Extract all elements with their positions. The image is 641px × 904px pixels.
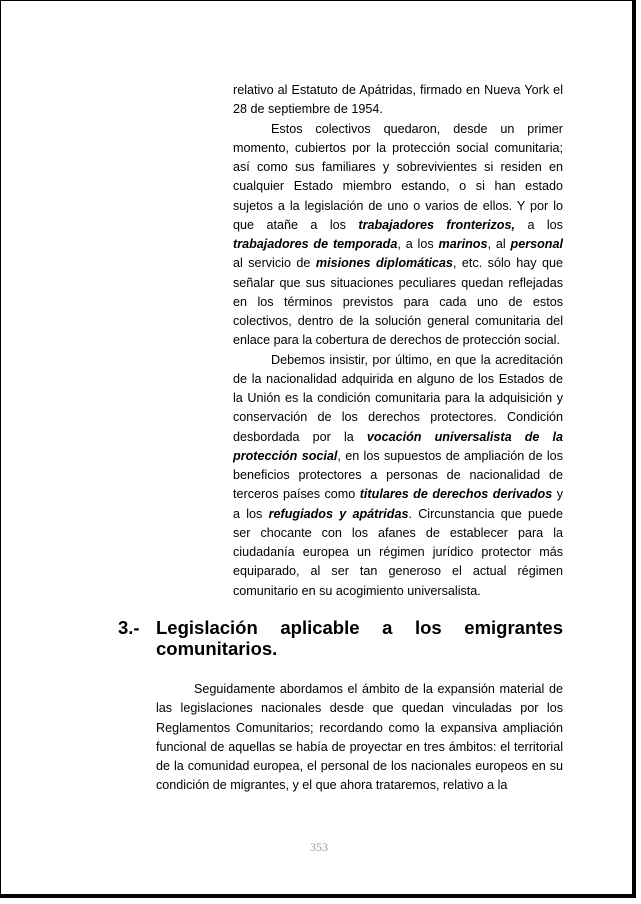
emphasis-trabajadores-fronterizos: trabajadores fronterizos, [358,217,515,232]
section-title [156,617,563,659]
paragraph-2-text: a los [515,217,563,232]
section-title-line-2: comunitarios. [156,638,278,659]
paragraph-3-text: . Circunstancia que puede ser chocante con los afanes de establecer para la ciudadanía europea un régimen jurídico protector más equiparado, al ser tan generoso el actual régimen comunitario en su acogimiento universalista. [233,506,563,598]
paragraph-4 [156,680,563,796]
paragraph-2-text: , etc. sólo hay que señalar que sus situaciones peculiares quedan reflejadas en los términos previstos para cada uno de estos colectivos, dentro de la solución general comunitaria del enlace para la cobertura de derechos de protección social. [233,256,564,348]
section-title-line-1: Legislación aplicable a los emigrantes [156,617,563,638]
page-number: 353 [310,840,328,854]
emphasis-titulares-derechos: titulares de derechos derivados [359,487,553,502]
paragraph-3 [233,351,563,601]
paragraph-1 [233,81,563,120]
emphasis-trabajadores-temporada: trabajadores de temporada [233,237,398,251]
section-heading [118,617,563,659]
body-text-lower [156,680,563,796]
paragraph-3-text: , en los supuestos de ampliación de los beneficios protectores a personas de nacionalidad de terceros países como [233,448,563,502]
emphasis-misiones-diplomaticas: misiones diplomáticas [315,256,453,271]
paragraph-3-text: Debemos insistir, por último, en que la acreditación de la nacionalidad adquirida en alguno de los Estados de la Unión es la condición comunitaria para la adquisición y conservación de los derechos protectores. Condición desbordada por la [233,352,563,444]
paragraph-2 [233,120,563,351]
paragraph-2-text: , al [487,237,511,251]
paragraph-2-text: al servicio de [233,256,316,271]
paragraph-1-text: relativo al Estatuto de Apátridas, firmado en Nueva York el 28 de septiembre de 1954. [233,83,563,117]
section-number: 3.- [118,617,140,638]
emphasis-vocacion-universalista: vocación universalista de la protección social [233,429,564,463]
paragraph-2-text: , a los [397,237,439,251]
body-text-upper [233,81,563,601]
emphasis-refugiados-apatridas: refugiados y apátridas [268,506,409,521]
emphasis-personal: personal [510,237,563,251]
emphasis-marinos: marinos [438,237,488,251]
paragraph-4-text: Seguidamente abordamos el ámbito de la expansión material de las legislaciones nacionales desde que quedan vinculadas por los Reglamentos Comunitarios; recordando como la expansiva ampliación funcional de aquellas se había de proyectar en tres ámbitos: el territorial de la comunidad europea, el personal de los nacionales europeos en su condición de migrantes, y el que ahora trataremos, relativo a la [156,682,563,793]
paragraph-3-text: y a los [233,487,563,521]
paragraph-2-text: Estos colectivos quedaron, desde un primer momento, cubiertos por la protección social comunitaria; así como sus familiares y sobrevivientes si residen en cualquier Estado miembro estando, o si han estado sujetos a la legislación de uno o varios de ellos. Y por lo que atañe a los [233,121,563,232]
